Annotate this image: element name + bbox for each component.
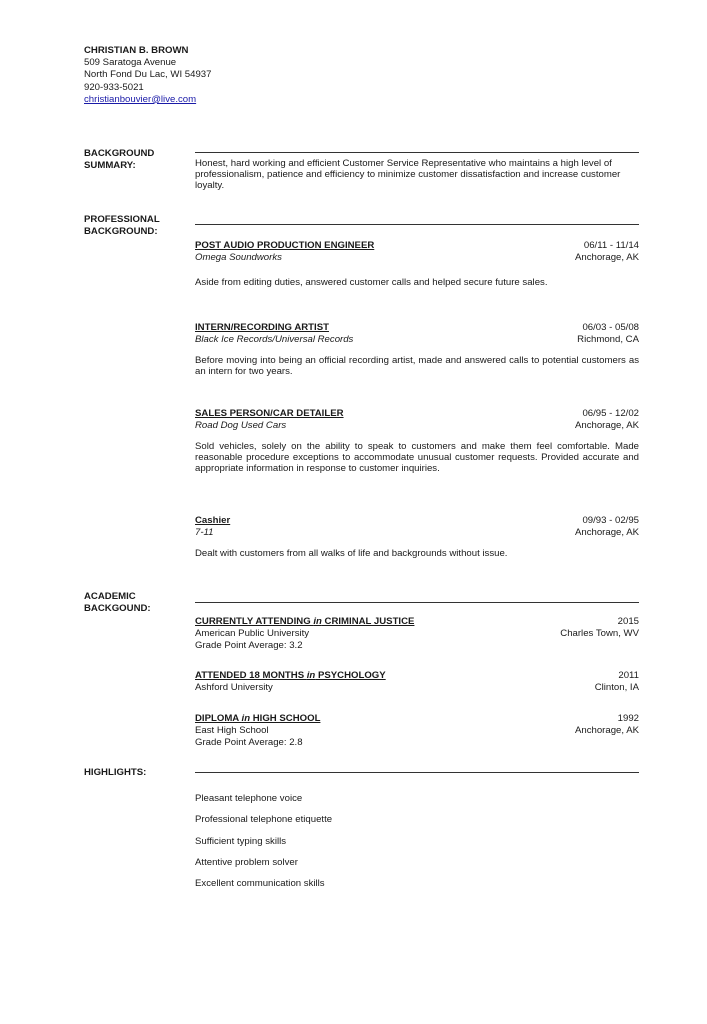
title-part: CURRENTLY ATTENDING xyxy=(195,616,314,627)
education-title xyxy=(195,670,386,681)
title-in: in xyxy=(313,616,322,627)
education-gpa: Grade Point Average: 3.2 xyxy=(195,640,303,651)
job-company-row xyxy=(195,420,639,431)
title-part: CRIMINAL JUSTICE xyxy=(321,616,415,627)
job-title: INTERN/RECORDING ARTIST xyxy=(195,322,329,333)
contact-header xyxy=(84,45,211,106)
job-company: Road Dog Used Cars xyxy=(195,420,287,431)
education-title-row xyxy=(195,670,639,681)
section-divider xyxy=(195,602,639,603)
job-dates: 09/93 - 02/95 xyxy=(582,515,639,526)
job-company-row xyxy=(195,334,639,345)
job-description: Before moving into being an official recording artist, made and answered calls to potential customers as an intern for two years. xyxy=(195,355,639,377)
job-title: SALES PERSON/CAR DETAILER xyxy=(195,408,344,419)
title-in: in xyxy=(306,670,316,681)
job-company-row xyxy=(195,252,639,263)
title-part: DIPLOMA xyxy=(195,713,242,724)
applicant-name: CHRISTIAN B. BROWN xyxy=(84,45,189,56)
background-summary-text: Honest, hard working and efficient Customer Service Representative who maintains a high level of professionalism, patience and efficiency to minimize customer dissatisfaction and increase customer loyalty. xyxy=(195,158,621,191)
background-summary-label xyxy=(84,148,194,172)
education-gpa-row xyxy=(195,737,639,748)
education-school-row xyxy=(195,682,639,693)
education-location: Charles Town, WV xyxy=(560,628,639,639)
section-label-line: BACKGROUND: xyxy=(84,226,158,237)
section-label-line: BACKGROUND xyxy=(84,148,155,159)
title-part: PSYCHOLOGY xyxy=(315,670,386,681)
job-location: Anchorage, AK xyxy=(574,252,639,263)
job-dates: 06/11 - 11/14 xyxy=(583,240,639,251)
section-label-line: ACADEMIC xyxy=(84,591,136,602)
education-school: American Public University xyxy=(195,628,310,639)
education-year: 2011 xyxy=(618,670,639,681)
job-title: Cashier xyxy=(195,515,231,526)
education-location: Clinton, IA xyxy=(594,682,639,693)
highlight-item: Attentive problem solver xyxy=(195,857,298,868)
job-company-row xyxy=(195,527,639,538)
address-line-1: 509 Saratoga Avenue xyxy=(84,57,177,69)
section-divider xyxy=(195,152,639,153)
education-gpa: Grade Point Average: 2.8 xyxy=(195,737,303,748)
education-title xyxy=(195,616,414,627)
job-company: Omega Soundworks xyxy=(195,252,282,263)
job-title-row xyxy=(195,322,639,333)
phone-number: 920-933-5021 xyxy=(84,81,144,93)
education-year: 2015 xyxy=(617,616,639,627)
highlights-label: HIGHLIGHTS: xyxy=(84,767,147,778)
highlight-item: Sufficient typing skills xyxy=(195,836,287,847)
job-title-row xyxy=(195,408,639,419)
address-line-2: North Fond Du Lac, WI 54937 xyxy=(84,69,212,81)
highlight-item: Excellent communication skills xyxy=(195,878,325,889)
job-location: Anchorage, AK xyxy=(574,527,639,538)
education-school-row xyxy=(195,725,639,736)
section-label-line: BACKGOUND: xyxy=(84,603,151,614)
title-in: in xyxy=(241,713,251,724)
email-link[interactable]: christianbouvier@live.com xyxy=(84,93,197,105)
section-label-line: SUMMARY: xyxy=(84,160,136,171)
job-location: Anchorage, AK xyxy=(574,420,639,431)
job-dates: 06/95 - 12/02 xyxy=(582,408,639,419)
education-title-row xyxy=(195,616,639,627)
education-school-row xyxy=(195,628,639,639)
education-gpa-row xyxy=(195,640,639,651)
highlight-item: Pleasant telephone voice xyxy=(195,793,303,804)
section-label-line: PROFESSIONAL xyxy=(84,214,160,225)
job-dates: 06/03 - 05/08 xyxy=(582,322,639,333)
section-divider xyxy=(195,224,639,225)
job-location: Richmond, CA xyxy=(577,334,639,345)
job-title-row xyxy=(195,515,639,526)
job-description: Aside from editing duties, answered customer calls and helped secure future sales. xyxy=(195,277,548,288)
professional-background-label xyxy=(84,214,194,238)
title-part: ATTENDED 18 MONTHS xyxy=(195,670,307,681)
job-title-row xyxy=(195,240,639,251)
title-part: HIGH SCHOOL xyxy=(250,713,321,724)
section-divider xyxy=(195,772,639,773)
job-description: Sold vehicles, solely on the ability to speak to customers and make them feel comfortable. Made reasonable procedure exceptions to accommodate unusual customer requests. Provided accurate and appropriate information in response to customer inquiries. xyxy=(195,441,639,474)
academic-background-label xyxy=(84,591,194,615)
education-location: Anchorage, AK xyxy=(574,725,639,736)
education-title-row xyxy=(195,713,639,724)
education-school: East High School xyxy=(195,725,269,736)
job-title: POST AUDIO PRODUCTION ENGINEER xyxy=(195,240,375,251)
job-company: 7-11 xyxy=(195,527,214,538)
job-description: Dealt with customers from all walks of life and backgrounds without issue. xyxy=(195,548,508,559)
education-year: 1992 xyxy=(617,713,639,724)
job-company: Black Ice Records/Universal Records xyxy=(195,334,354,345)
education-school: Ashford University xyxy=(195,682,273,693)
highlight-item: Professional telephone etiquette xyxy=(195,814,333,825)
education-title xyxy=(195,713,320,724)
